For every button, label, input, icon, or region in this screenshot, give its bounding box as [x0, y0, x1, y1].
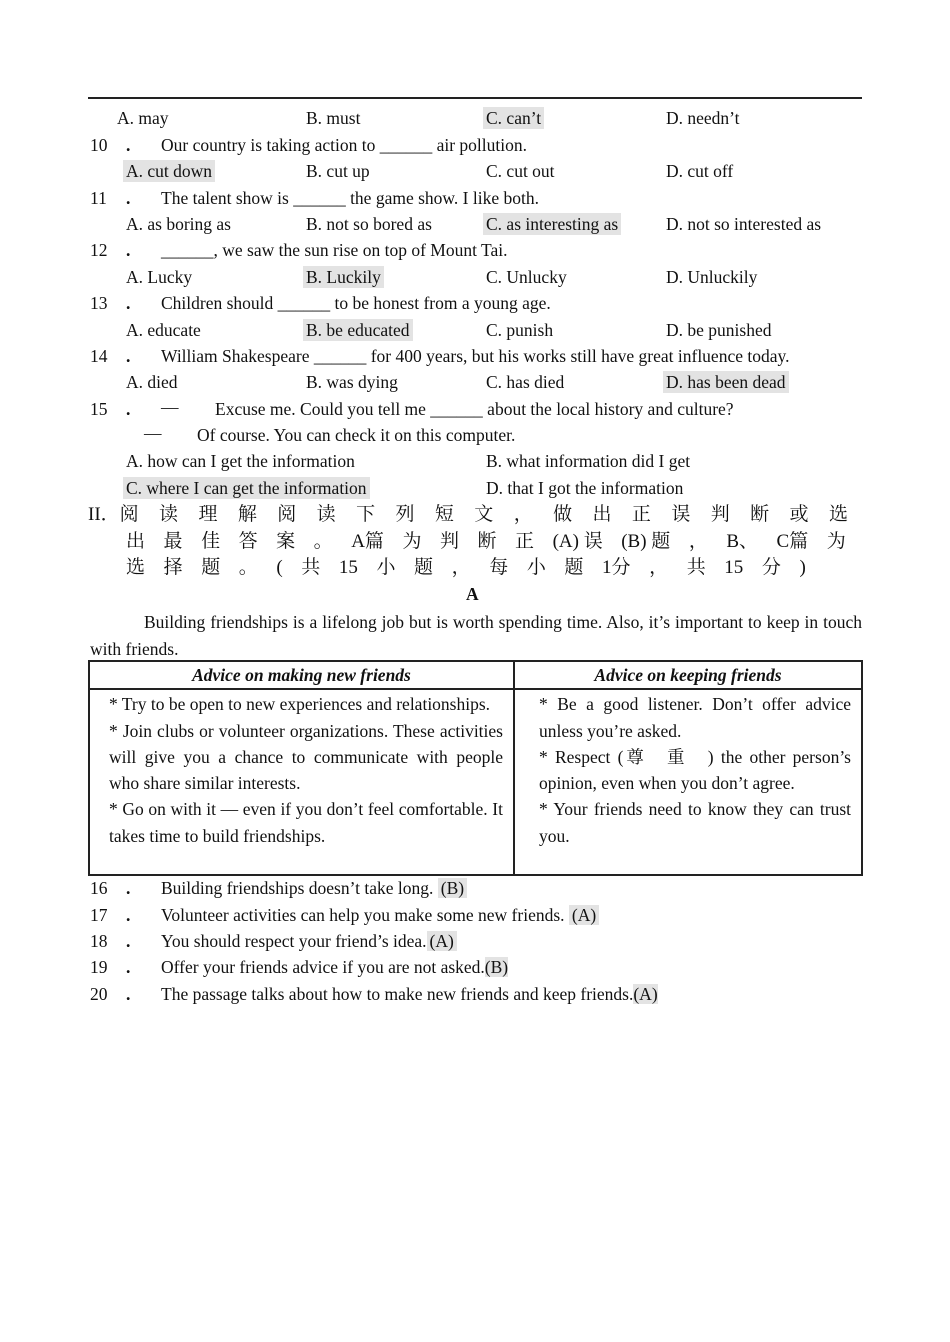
- q18-answer: (A): [427, 931, 457, 951]
- table-cell-left: [89, 689, 514, 875]
- sec-line2-glyph: 案: [276, 531, 296, 552]
- sec-line3-glyph: 题: [564, 557, 584, 578]
- sec-line2-glyph: 正: [515, 531, 535, 552]
- sec-line3-glyph: 小: [526, 557, 546, 578]
- sec-line2-glyph: ，: [688, 531, 708, 552]
- q11-option-d: D. not so interested as: [666, 214, 822, 234]
- section-2-line-3: [126, 555, 806, 582]
- sec-line2-glyph: 最: [163, 531, 183, 552]
- q17-answer: (A): [569, 905, 599, 925]
- q19-number: 19: [90, 957, 108, 977]
- sec-line2-glyph: 。: [313, 531, 333, 552]
- q11-dot: .: [126, 188, 131, 208]
- q11-option-c: C. as interesting as: [483, 213, 621, 235]
- q15-dot: .: [126, 399, 131, 419]
- sec-line1-glyph: 出: [592, 504, 612, 525]
- q20-text: The passage talks about how to make new friends and keep friends.: [161, 984, 634, 1004]
- q10-option-d: D. cut off: [666, 161, 734, 181]
- sec-line1-glyph: II．阅: [88, 504, 139, 525]
- section-2-line-1: [88, 502, 848, 529]
- right-advice-2: * Respect (尊 重 ) the other person’s opinion, even when you don’t agree.: [539, 746, 851, 794]
- q14-stem: William Shakespeare ______ for 400 years, but his works still have great influence today.: [161, 346, 790, 366]
- q13-option-d: D. be punished: [666, 320, 772, 340]
- sec-line3-glyph: 1分: [602, 557, 631, 578]
- q12-stem: ______, we saw the sun rise on top of Mount Tai.: [161, 240, 508, 260]
- q16-answer: (B): [438, 878, 467, 898]
- section-2-heading: [88, 502, 848, 529]
- section-2-heading-cont2: [126, 555, 806, 582]
- q13-stem: Children should ______ to be honest from a young age.: [161, 293, 551, 313]
- sec-line2-glyph: 答: [238, 531, 258, 552]
- q13-option-b: B. be educated: [303, 319, 413, 341]
- sec-line2-glyph: C篇: [776, 531, 809, 552]
- q10-stem: Our country is taking action to ______ air pollution.: [161, 135, 527, 155]
- q15-stem: Excuse me. Could you tell me ______ about the local history and culture?: [215, 399, 734, 419]
- q11-option-b: B. not so bored as: [306, 214, 432, 234]
- q14-number: 14: [90, 346, 108, 366]
- sec-line1-glyph: ，: [513, 504, 533, 525]
- q15-number: 15: [90, 399, 108, 419]
- sec-line2-glyph: 为: [402, 531, 422, 552]
- q15-option-b: B. what information did I get: [486, 451, 691, 471]
- q13-option-a: A. educate: [126, 320, 201, 340]
- sec-line1-glyph: 断: [750, 504, 770, 525]
- sec-line3-glyph: 。: [238, 557, 258, 578]
- q19-dot: .: [126, 957, 131, 977]
- q19-item: [161, 956, 508, 978]
- sec-line1-glyph: 短: [434, 504, 454, 525]
- q13-number: 13: [90, 293, 108, 313]
- q20-number: 20: [90, 984, 108, 1004]
- table-header-right: Advice on keeping friends: [514, 661, 862, 689]
- sec-line2-glyph: 判: [439, 531, 459, 552]
- sec-line3-glyph: 选: [126, 557, 146, 578]
- q11-option-a: A. as boring as: [126, 214, 231, 234]
- sec-line1-glyph: 列: [395, 504, 415, 525]
- sec-line1-glyph: 下: [356, 504, 376, 525]
- sec-line2-glyph: A篇: [351, 531, 384, 552]
- sec-line1-glyph: 判: [710, 504, 730, 525]
- sec-line1-glyph: 读: [316, 504, 336, 525]
- q10-option-c: C. cut out: [486, 161, 555, 181]
- sec-line3-glyph: ，: [451, 557, 471, 578]
- q10-dot: .: [126, 135, 131, 155]
- advice-table: [88, 660, 863, 876]
- q11-stem: The talent show is ______ the game show. I like both.: [161, 188, 539, 208]
- table-header-left: Advice on making new friends: [89, 661, 514, 689]
- sec-line1-glyph: 正: [631, 504, 651, 525]
- q11-number: 11: [90, 188, 107, 208]
- q15-dash: —: [161, 397, 179, 417]
- q15-reply-dash: —: [144, 423, 162, 443]
- sec-line3-glyph: 小: [376, 557, 396, 578]
- q9-option-d: D. needn’t: [666, 108, 740, 128]
- sec-line2-glyph: 出: [126, 531, 146, 552]
- sec-line3-glyph: 分: [761, 557, 781, 578]
- q16-number: 16: [90, 878, 108, 898]
- q12-number: 12: [90, 240, 108, 260]
- q9-option-a: A. may: [117, 108, 169, 128]
- q15-option-c: C. where I can get the information: [123, 477, 370, 499]
- q18-dot: .: [126, 931, 131, 951]
- sec-line3-glyph: 每: [489, 557, 509, 578]
- q20-answer: (A): [633, 984, 658, 1004]
- q15-reply: Of course. You can check it on this computer.: [197, 425, 516, 445]
- q16-dot: .: [126, 878, 131, 898]
- sec-line1-glyph: 文: [474, 504, 494, 525]
- q18-text: You should respect your friend’s idea.: [161, 931, 427, 951]
- q20-item: [161, 983, 658, 1005]
- sec-line1-glyph: 或: [789, 504, 809, 525]
- q17-text: Volunteer activities can help you make some new friends.: [161, 905, 569, 925]
- q9-option-b: B. must: [306, 108, 361, 128]
- q10-option-b: B. cut up: [306, 161, 370, 181]
- q19-text: Offer your friends advice if you are not asked.: [161, 957, 485, 977]
- q18-number: 18: [90, 931, 108, 951]
- q12-option-a: A. Lucky: [126, 267, 193, 287]
- q14-option-d: D. has been dead: [663, 371, 789, 393]
- q12-dot: .: [126, 240, 131, 260]
- q19-answer: (B): [484, 957, 509, 977]
- q18-item: [161, 930, 457, 952]
- q17-item: [161, 904, 599, 926]
- passage-intro: Building friendships is a lifelong job but is worth spending time. Also, it’s important to keep in touch with friends.: [90, 612, 862, 659]
- sec-line3-glyph: 15: [338, 557, 358, 578]
- q17-number: 17: [90, 905, 108, 925]
- q17-dot: .: [126, 905, 131, 925]
- sec-line1-glyph: 解: [237, 504, 257, 525]
- sec-line1-glyph: 选: [828, 504, 848, 525]
- q15-option-d: D. that I got the information: [486, 478, 684, 498]
- sec-line1-glyph: 做: [553, 504, 573, 525]
- section-2-heading-cont: [126, 529, 846, 556]
- header-rule: [88, 97, 862, 99]
- table-cell-right: [514, 689, 862, 875]
- sec-line3-glyph: 共: [301, 557, 321, 578]
- sec-line3-glyph: 共: [686, 557, 706, 578]
- q10-option-a: A. cut down: [123, 160, 215, 182]
- q16-text: Building friendships doesn’t take long.: [161, 878, 438, 898]
- passage-letter: A: [466, 584, 479, 604]
- sec-line1-glyph: 读: [159, 504, 179, 525]
- right-advice-1: * Be a good listener. Don’t offer advice unless you’re asked.: [539, 694, 851, 741]
- sec-line2-glyph: B、: [726, 531, 759, 552]
- sec-line1-glyph: 理: [198, 504, 218, 525]
- sec-line2-glyph: 佳: [201, 531, 221, 552]
- sec-line3-glyph: 15: [724, 557, 744, 578]
- right-advice-3: * Your friends need to know they can trust you.: [539, 799, 851, 846]
- sec-line2-glyph: 为: [826, 531, 846, 552]
- sec-line3-glyph: 题: [414, 557, 434, 578]
- sec-line3-glyph: 择: [163, 557, 183, 578]
- q9-option-c: C. can’t: [483, 107, 544, 129]
- sec-line2-glyph: 断: [477, 531, 497, 552]
- sec-line3-glyph: ): [799, 557, 806, 578]
- left-advice-1: * Try to be open to new experiences and relationships.: [109, 694, 491, 715]
- q15-option-a: A. how can I get the information: [126, 451, 355, 471]
- sec-line3-glyph: ，: [649, 557, 669, 578]
- q12-option-b: B. Luckily: [303, 266, 384, 288]
- sec-line2-glyph: (A) 误: [552, 531, 603, 552]
- q12-option-d: D. Unluckily: [666, 267, 758, 287]
- sec-line3-glyph: 题: [201, 557, 221, 578]
- sec-line1-glyph: 阅: [277, 504, 297, 525]
- q13-option-c: C. punish: [486, 320, 554, 340]
- q14-option-a: A. died: [126, 372, 178, 392]
- q14-option-b: B. was dying: [306, 372, 398, 392]
- q10-number: 10: [90, 135, 108, 155]
- q16-item: [161, 877, 467, 899]
- left-advice-2: * Join clubs or volunteer organizations. These activities will give you a chance to communicate with people who share similar interests.: [109, 720, 503, 794]
- sec-line2-glyph: (B) 题: [621, 531, 671, 552]
- sec-line1-glyph: 误: [671, 504, 691, 525]
- q14-dot: .: [126, 346, 131, 366]
- q14-option-c: C. has died: [486, 372, 565, 392]
- q20-dot: .: [126, 984, 131, 1004]
- sec-line3-glyph: (: [276, 557, 283, 578]
- section-2-line-2: [126, 529, 846, 556]
- q13-dot: .: [126, 293, 131, 313]
- q12-option-c: C. Unlucky: [486, 267, 567, 287]
- left-advice-3: * Go on with it — even if you don’t feel comfortable. It takes time to build friendships.: [109, 799, 503, 846]
